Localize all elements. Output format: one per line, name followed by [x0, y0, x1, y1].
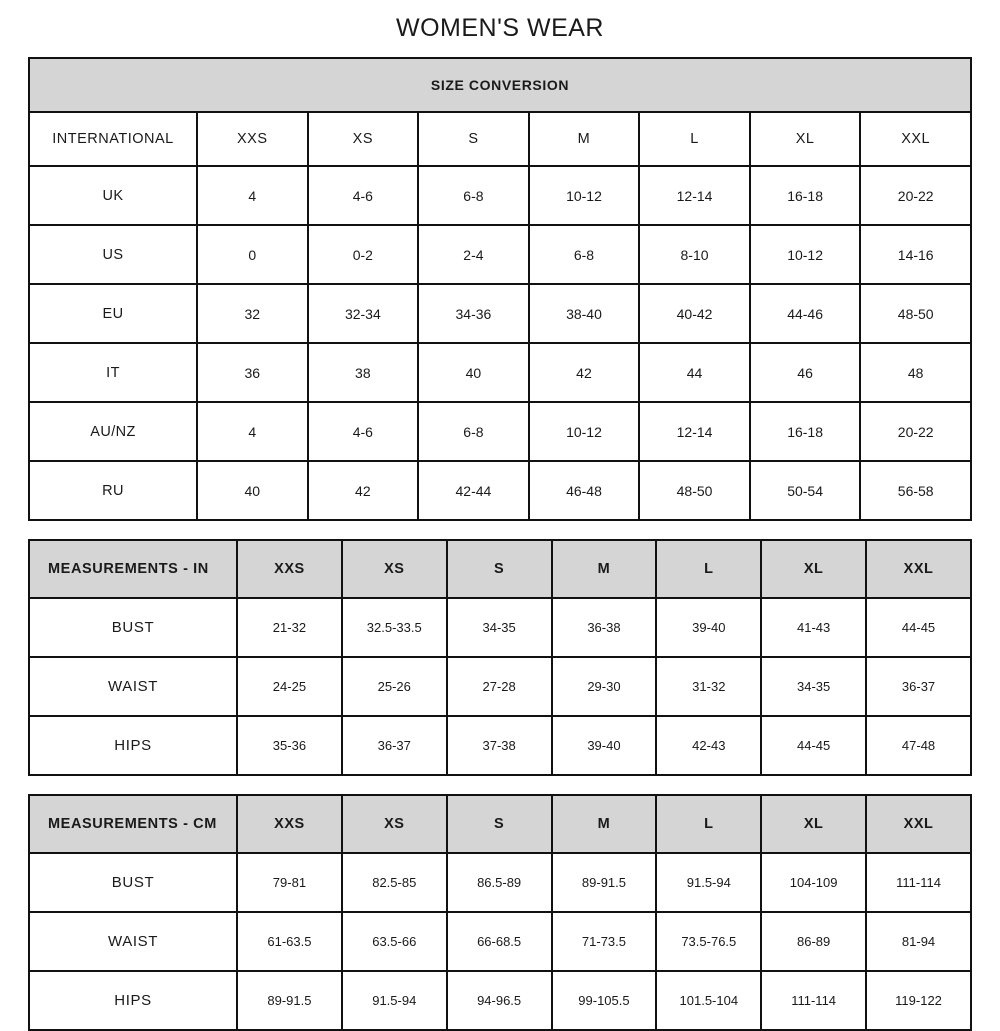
row-label: HIPS	[29, 716, 237, 775]
table-cell: 16-18	[750, 402, 861, 461]
measurements-in-header-cell: XXS	[237, 540, 342, 598]
conversion-header-row	[29, 112, 971, 166]
table-cell: 24-25	[237, 657, 342, 716]
table-row	[29, 225, 971, 284]
table-cell: 14-16	[860, 225, 971, 284]
row-label: RU	[29, 461, 197, 520]
measurements-cm-table	[28, 794, 972, 1031]
table-cell: 86.5-89	[447, 853, 552, 912]
table-cell: 31-32	[656, 657, 761, 716]
row-label: US	[29, 225, 197, 284]
table-cell: 4-6	[308, 402, 419, 461]
table-row	[29, 598, 971, 657]
table-cell: 42-44	[418, 461, 529, 520]
conversion-header-cell: M	[529, 112, 640, 166]
table-cell: 29-30	[552, 657, 657, 716]
conversion-header-cell: XXL	[860, 112, 971, 166]
table-cell: 42	[529, 343, 640, 402]
conversion-header-cell: S	[418, 112, 529, 166]
table-cell: 4	[197, 166, 308, 225]
table-cell: 0	[197, 225, 308, 284]
row-label: WAIST	[29, 657, 237, 716]
table-cell: 37-38	[447, 716, 552, 775]
table-row	[29, 402, 971, 461]
table-cell: 4	[197, 402, 308, 461]
table-row	[29, 657, 971, 716]
row-label: UK	[29, 166, 197, 225]
size-conversion-table	[28, 57, 972, 521]
table-cell: 25-26	[342, 657, 447, 716]
table-cell: 56-58	[860, 461, 971, 520]
measurements-cm-header-cell: XXS	[237, 795, 342, 853]
table-cell: 36-38	[552, 598, 657, 657]
table-cell: 40	[197, 461, 308, 520]
table-cell: 119-122	[866, 971, 971, 1030]
table-cell: 91.5-94	[656, 853, 761, 912]
row-label: HIPS	[29, 971, 237, 1030]
table-cell: 39-40	[656, 598, 761, 657]
table-cell: 61-63.5	[237, 912, 342, 971]
table-cell: 36-37	[342, 716, 447, 775]
measurements-cm-header-row	[29, 795, 971, 853]
measurements-cm-header-cell: XXL	[866, 795, 971, 853]
table-cell: 48	[860, 343, 971, 402]
table-cell: 40	[418, 343, 529, 402]
row-label: BUST	[29, 598, 237, 657]
table-cell: 27-28	[447, 657, 552, 716]
measurements-in-header-cell: XXL	[866, 540, 971, 598]
table-cell: 36-37	[866, 657, 971, 716]
table-row	[29, 166, 971, 225]
measurements-in-header-cell: M	[552, 540, 657, 598]
conversion-header-cell: XXS	[197, 112, 308, 166]
measurements-cm-header-cell: XS	[342, 795, 447, 853]
table-cell: 73.5-76.5	[656, 912, 761, 971]
measurements-cm-header-cell: M	[552, 795, 657, 853]
table-cell: 42	[308, 461, 419, 520]
measurements-in-header-cell: XS	[342, 540, 447, 598]
table-cell: 40-42	[639, 284, 750, 343]
conversion-header-cell: XS	[308, 112, 419, 166]
table-cell: 20-22	[860, 402, 971, 461]
table-cell: 48-50	[860, 284, 971, 343]
table-cell: 39-40	[552, 716, 657, 775]
row-label: BUST	[29, 853, 237, 912]
measurements-cm-header-cell: MEASUREMENTS - CM	[29, 795, 237, 853]
table-cell: 91.5-94	[342, 971, 447, 1030]
table-cell: 4-6	[308, 166, 419, 225]
measurements-in-table	[28, 539, 972, 776]
table-cell: 34-35	[447, 598, 552, 657]
table-cell: 8-10	[639, 225, 750, 284]
measurements-in-header-row	[29, 540, 971, 598]
measurements-cm-header-cell: S	[447, 795, 552, 853]
table-cell: 81-94	[866, 912, 971, 971]
table-cell: 104-109	[761, 853, 866, 912]
table-cell: 89-91.5	[552, 853, 657, 912]
table-cell: 86-89	[761, 912, 866, 971]
measurements-in-header-cell: L	[656, 540, 761, 598]
table-cell: 66-68.5	[447, 912, 552, 971]
table-cell: 34-35	[761, 657, 866, 716]
table-cell: 6-8	[418, 166, 529, 225]
table-row	[29, 853, 971, 912]
table-cell: 0-2	[308, 225, 419, 284]
measurements-cm-header-cell: L	[656, 795, 761, 853]
table-cell: 47-48	[866, 716, 971, 775]
table-cell: 36	[197, 343, 308, 402]
table-cell: 38	[308, 343, 419, 402]
table-cell: 34-36	[418, 284, 529, 343]
measurements-cm-header-cell: XL	[761, 795, 866, 853]
table-row	[29, 284, 971, 343]
table-cell: 99-105.5	[552, 971, 657, 1030]
table-row	[29, 912, 971, 971]
table-cell: 16-18	[750, 166, 861, 225]
conversion-banner: SIZE CONVERSION	[29, 58, 971, 112]
table-cell: 6-8	[418, 402, 529, 461]
conversion-header-cell: XL	[750, 112, 861, 166]
table-cell: 32-34	[308, 284, 419, 343]
table-cell: 42-43	[656, 716, 761, 775]
table-cell: 35-36	[237, 716, 342, 775]
table-cell: 44-45	[866, 598, 971, 657]
row-label: AU/NZ	[29, 402, 197, 461]
conversion-banner-row	[29, 58, 971, 112]
table-cell: 82.5-85	[342, 853, 447, 912]
row-label: WAIST	[29, 912, 237, 971]
table-cell: 50-54	[750, 461, 861, 520]
table-cell: 41-43	[761, 598, 866, 657]
table-cell: 38-40	[529, 284, 640, 343]
measurements-in-header-cell: S	[447, 540, 552, 598]
measurements-in-header-cell: XL	[761, 540, 866, 598]
table-row	[29, 971, 971, 1030]
conversion-header-cell: INTERNATIONAL	[29, 112, 197, 166]
table-cell: 32.5-33.5	[342, 598, 447, 657]
table-cell: 111-114	[866, 853, 971, 912]
table-cell: 6-8	[529, 225, 640, 284]
table-cell: 2-4	[418, 225, 529, 284]
row-label: IT	[29, 343, 197, 402]
table-cell: 111-114	[761, 971, 866, 1030]
table-cell: 101.5-104	[656, 971, 761, 1030]
table-cell: 89-91.5	[237, 971, 342, 1030]
table-cell: 44-45	[761, 716, 866, 775]
table-cell: 46	[750, 343, 861, 402]
table-row	[29, 716, 971, 775]
table-row	[29, 343, 971, 402]
page-title: WOMEN'S WEAR	[396, 14, 604, 42]
table-cell: 12-14	[639, 166, 750, 225]
table-cell: 48-50	[639, 461, 750, 520]
table-cell: 63.5-66	[342, 912, 447, 971]
table-cell: 94-96.5	[447, 971, 552, 1030]
table-cell: 10-12	[529, 402, 640, 461]
table-cell: 20-22	[860, 166, 971, 225]
measurements-in-header-cell: MEASUREMENTS - IN	[29, 540, 237, 598]
table-cell: 79-81	[237, 853, 342, 912]
table-cell: 32	[197, 284, 308, 343]
table-cell: 12-14	[639, 402, 750, 461]
conversion-header-cell: L	[639, 112, 750, 166]
table-cell: 10-12	[750, 225, 861, 284]
table-cell: 46-48	[529, 461, 640, 520]
table-cell: 44-46	[750, 284, 861, 343]
table-cell: 21-32	[237, 598, 342, 657]
table-row	[29, 461, 971, 520]
table-cell: 44	[639, 343, 750, 402]
row-label: EU	[29, 284, 197, 343]
table-cell: 10-12	[529, 166, 640, 225]
table-cell: 71-73.5	[552, 912, 657, 971]
